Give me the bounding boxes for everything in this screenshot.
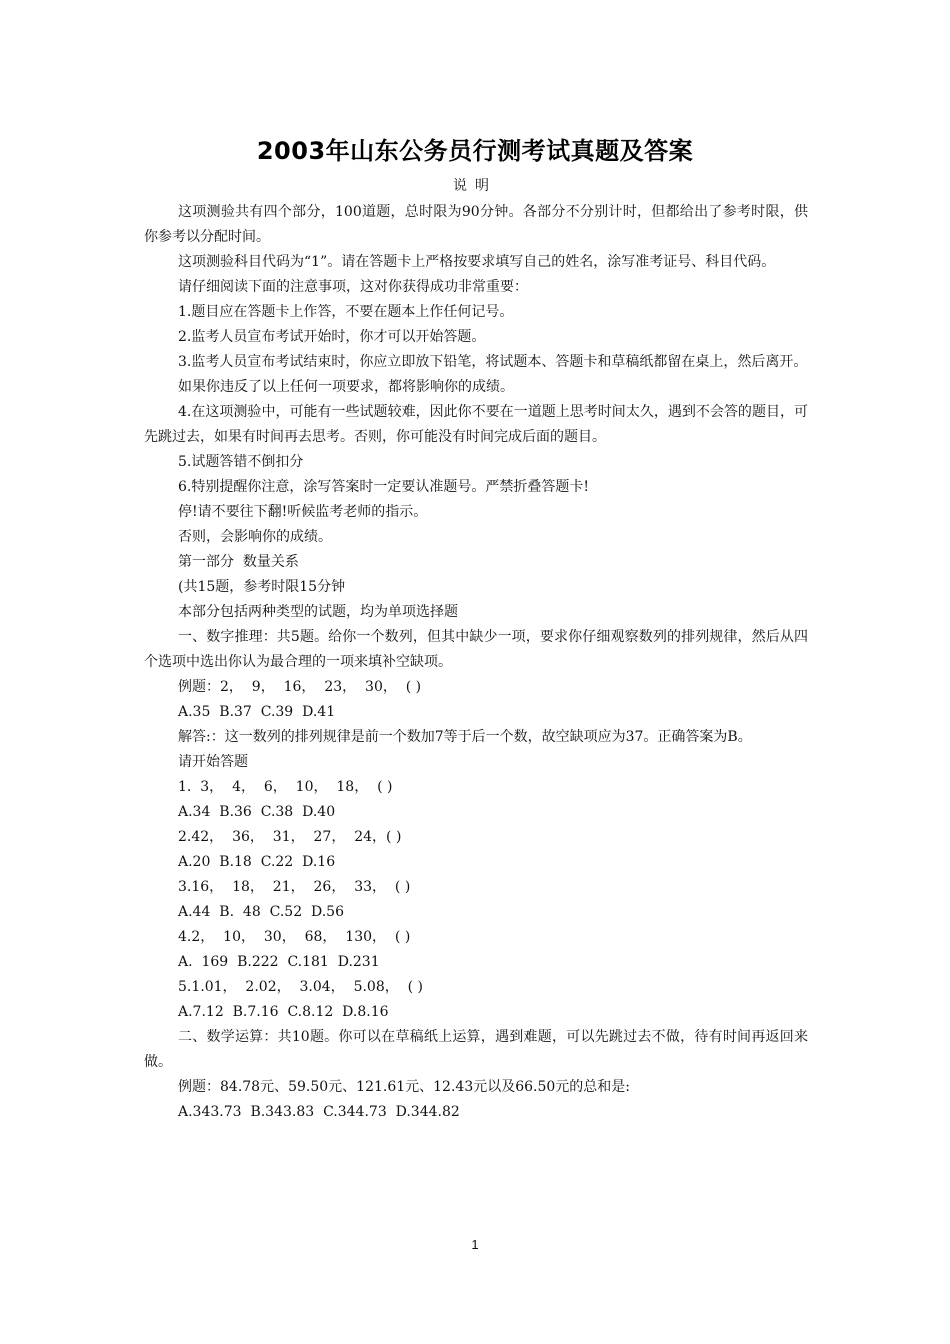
paragraph: 否则，会影响你的成绩。 (178, 529, 332, 545)
question-options: A.44 B. 48 C.52 D.56 (178, 904, 344, 920)
paragraph: 4.在这项测验中，可能有一些试题较难，因此你不要在一道题上思考时间太久，遇到不会答的题目，可先跳过去，如果有时间再去思考。否则，你可能没有时间完成后面的题目。 (144, 404, 808, 445)
paragraph: 这项测验共有四个部分，100道题，总时限为90分钟。各部分不分别计时，但都给出了参考时限，供你参考以分配时间。 (144, 204, 808, 245)
paragraph: 这项测验科目代码为“1”。请在答题卡上严格按要求填写自己的姓名，涂写准考证号、科目代码。 (178, 254, 776, 270)
paragraph: 如果你违反了以上任何一项要求，都将影响你的成绩。 (178, 379, 514, 395)
paragraph: 1.题目应在答题卡上作答，不要在题本上作任何记号。 (178, 304, 514, 320)
document-title: 2003年山东公务员行测考试真题及答案 (256, 137, 694, 165)
example-answer: 解答:：这一数列的排列规律是前一个数加7等于后一个数，故空缺项应为37。正确答案为B。 (178, 729, 752, 745)
paragraph: 停!请不要往下翻!听候监考老师的指示。 (178, 504, 428, 520)
paragraph: 请开始答题 (178, 754, 248, 770)
question-options: A.20 B.18 C.22 D.16 (178, 854, 336, 870)
paragraph: 6.特别提醒你注意，涂写答案时一定要认准题号。严禁折叠答题卡! (178, 479, 589, 495)
example-question: 例题：2， 9， 16， 23， 30， ( ) (178, 679, 422, 695)
question: 2.42， 36， 31， 27， 24，( ) (178, 829, 402, 845)
question-options: A. 169 B.222 C.181 D.231 (178, 954, 380, 970)
paragraph: 本部分包括两种类型的试题，均为单项选择题 (178, 604, 458, 620)
paragraph: 3.监考人员宣布考试结束时，你应立即放下铅笔，将试题本、答题卡和草稿纸都留在桌上，然后离开。 (178, 354, 808, 370)
section-heading: 第一部分 数量关系 (178, 554, 299, 570)
document-subtitle: 说明 (453, 178, 497, 194)
question: 1. 3， 4， 6， 10， 18， ( ) (178, 779, 393, 795)
page-number: 1 (471, 1237, 479, 1252)
example-options: A.35 B.37 C.39 D.41 (178, 704, 336, 720)
question-options: A.34 B.36 C.38 D.40 (178, 804, 336, 820)
example-question: 例题：84.78元、59.50元、121.61元、12.43元以及66.50元的总和是: (178, 1079, 631, 1095)
question: 3.16， 18， 21， 26， 33， ( ) (178, 879, 411, 895)
paragraph: 5.试题答错不倒扣分 (178, 454, 304, 470)
paragraph: 请仔细阅读下面的注意事项，这对你获得成功非常重要： (178, 279, 528, 295)
paragraph: 2.监考人员宣布考试开始时，你才可以开始答题。 (178, 329, 486, 345)
paragraph: (共15题，参考时限15分钟 (178, 579, 346, 595)
document-body (144, 200, 808, 1125)
question: 5.1.01， 2.02， 3.04， 5.08， ( ) (178, 979, 424, 995)
paragraph: 一、数字推理：共5题。给你一个数列，但其中缺少一项，要求你仔细观察数列的排列规律，然后从四个选项中选出你认为最合理的一项来填补空缺项。 (144, 629, 808, 670)
question-options: A.7.12 B.7.16 C.8.12 D.8.16 (178, 1004, 389, 1020)
question: 4.2， 10， 30， 68， 130， ( ) (178, 929, 411, 945)
section-intro: 二、数学运算：共10题。你可以在草稿纸上运算，遇到难题，可以先跳过去不做，待有时间再返回来做。 (144, 1029, 808, 1070)
example-options: A.343.73 B.343.83 C.344.73 D.344.82 (178, 1104, 460, 1120)
